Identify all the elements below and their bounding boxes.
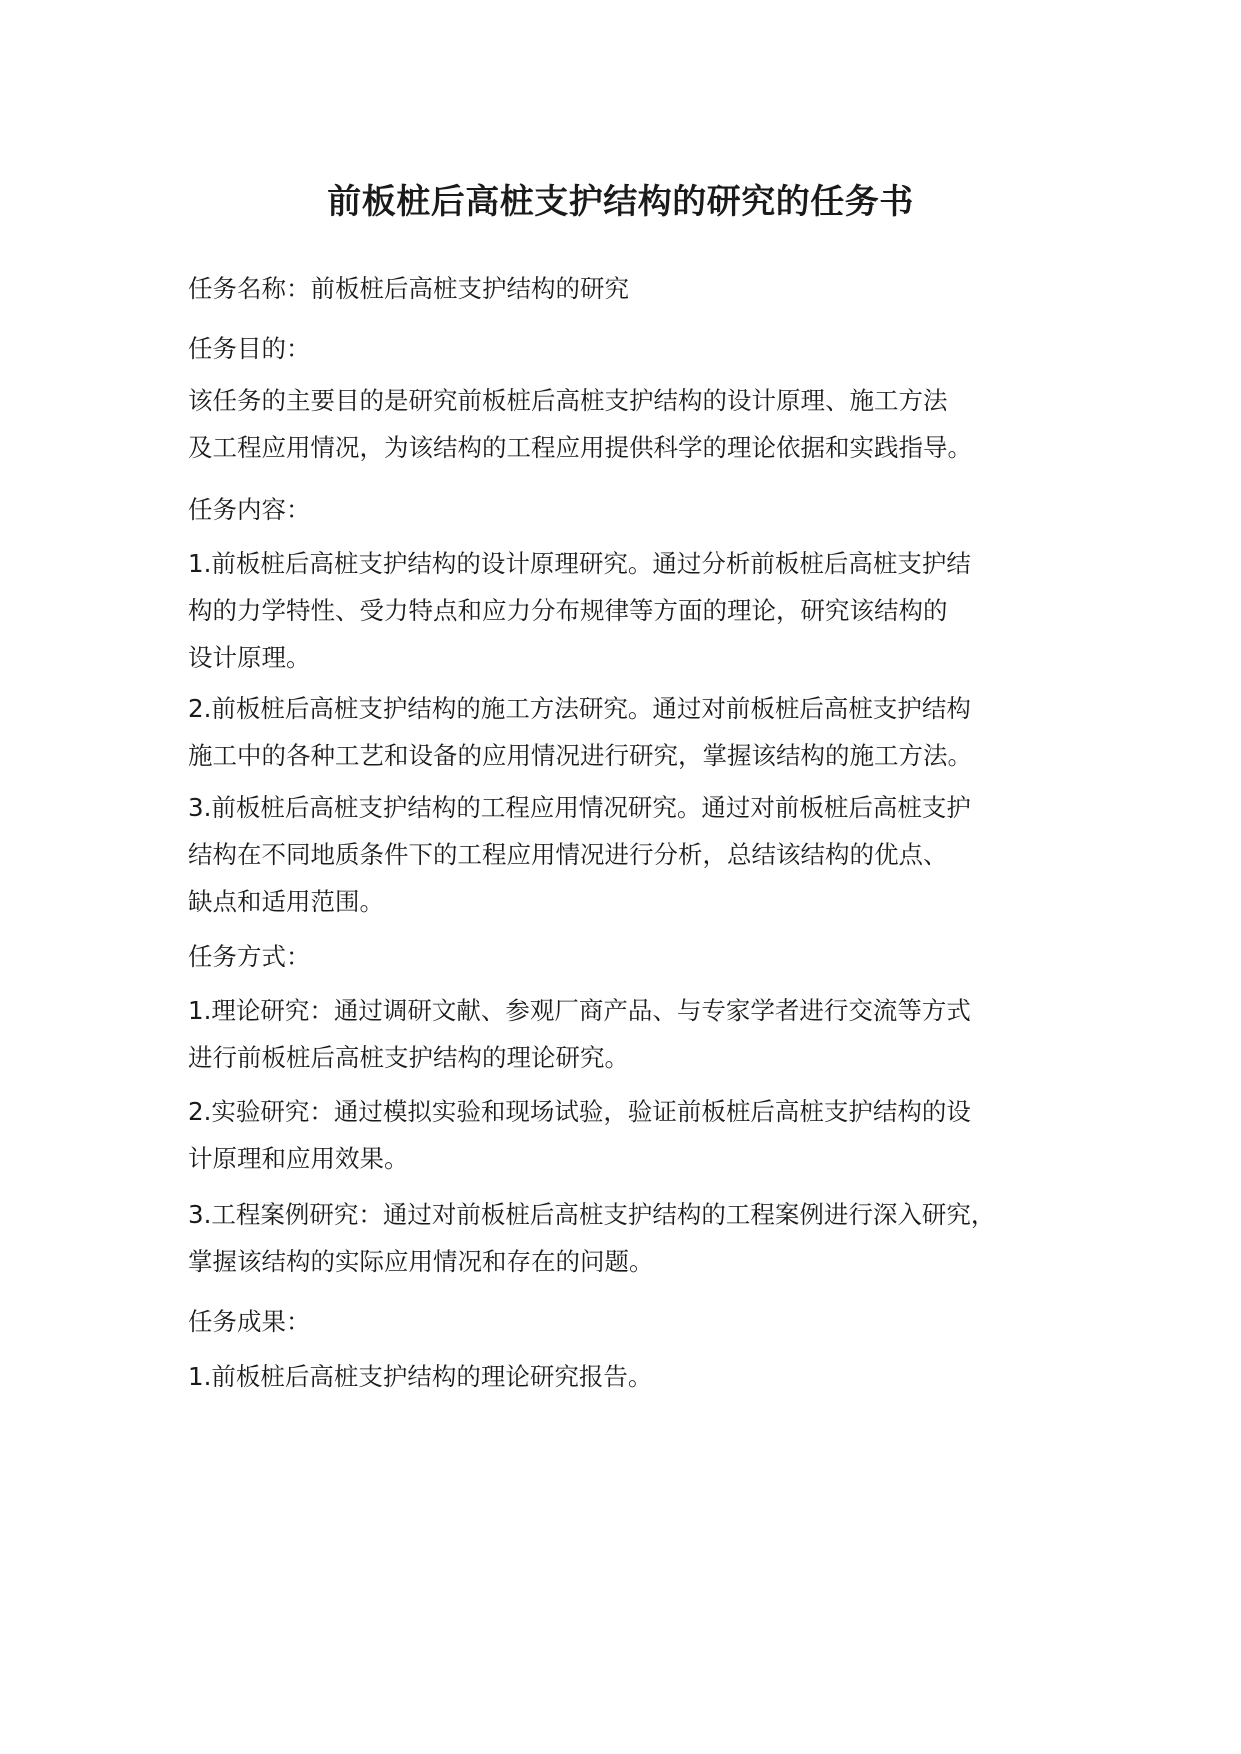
- method-item-line: 计原理和应用效果。: [188, 1144, 409, 1173]
- content-item-line: 3.前板桩后高桩支护结构的工程应用情况研究。通过对前板桩后高桩支护: [188, 793, 971, 822]
- method-item-line: 3.工程案例研究：通过对前板桩后高桩支护结构的工程案例进行深入研究，: [188, 1200, 996, 1229]
- method-item-3: [188, 1191, 1083, 1285]
- method-item-line: 掌握该结构的实际应用情况和存在的问题。: [188, 1247, 654, 1276]
- content-item-line: 结构在不同地质条件下的工程应用情况进行分析，总结该结构的优点、: [188, 840, 948, 869]
- method-item-2: [188, 1088, 1083, 1182]
- task-name: 任务名称：前板桩后高桩支护结构的研究: [188, 274, 629, 303]
- content-item-line: 2.前板桩后高桩支护结构的施工方法研究。通过对前板桩后高桩支护结构: [188, 694, 971, 723]
- content-heading: 任务内容：: [188, 495, 311, 524]
- result-item-1: [188, 1353, 1083, 1400]
- content-item-2: [188, 685, 1083, 779]
- content-item-line: 设计原理。: [188, 643, 311, 672]
- content-item-line: 1.前板桩后高桩支护结构的设计原理研究。通过分析前板桩后高桩支护结: [188, 549, 971, 578]
- method-item-line: 1.理论研究：通过调研文献、参观厂商产品、与专家学者进行交流等方式: [188, 996, 971, 1025]
- method-heading: 任务方式：: [188, 942, 311, 971]
- method-item-line: 2.实验研究：通过模拟实验和现场试验，验证前板桩后高桩支护结构的设: [188, 1097, 971, 1126]
- purpose-line: 该任务的主要目的是研究前板桩后高桩支护结构的设计原理、施工方法: [188, 386, 948, 415]
- method-item-line: 进行前板桩后高桩支护结构的理论研究。: [188, 1043, 629, 1072]
- purpose-heading: 任务目的：: [188, 334, 311, 363]
- content-item-line: 施工中的各种工艺和设备的应用情况进行研究，掌握该结构的施工方法。: [188, 741, 972, 770]
- purpose-paragraph: [188, 377, 1083, 471]
- content-item-3: [188, 784, 1083, 925]
- method-item-1: [188, 987, 1083, 1081]
- result-item-line: 1.前板桩后高桩支护结构的理论研究报告。: [188, 1362, 653, 1391]
- result-heading: 任务成果：: [188, 1307, 311, 1336]
- document-title: 前板桩后高桩支护结构的研究的任务书: [327, 182, 914, 222]
- content-item-line: 缺点和适用范围。: [188, 887, 384, 916]
- content-item-line: 构的力学特性、受力特点和应力分布规律等方面的理论，研究该结构的: [188, 596, 948, 625]
- purpose-line: 及工程应用情况，为该结构的工程应用提供科学的理论依据和实践指导。: [188, 433, 972, 462]
- content-item-1: [188, 540, 1083, 681]
